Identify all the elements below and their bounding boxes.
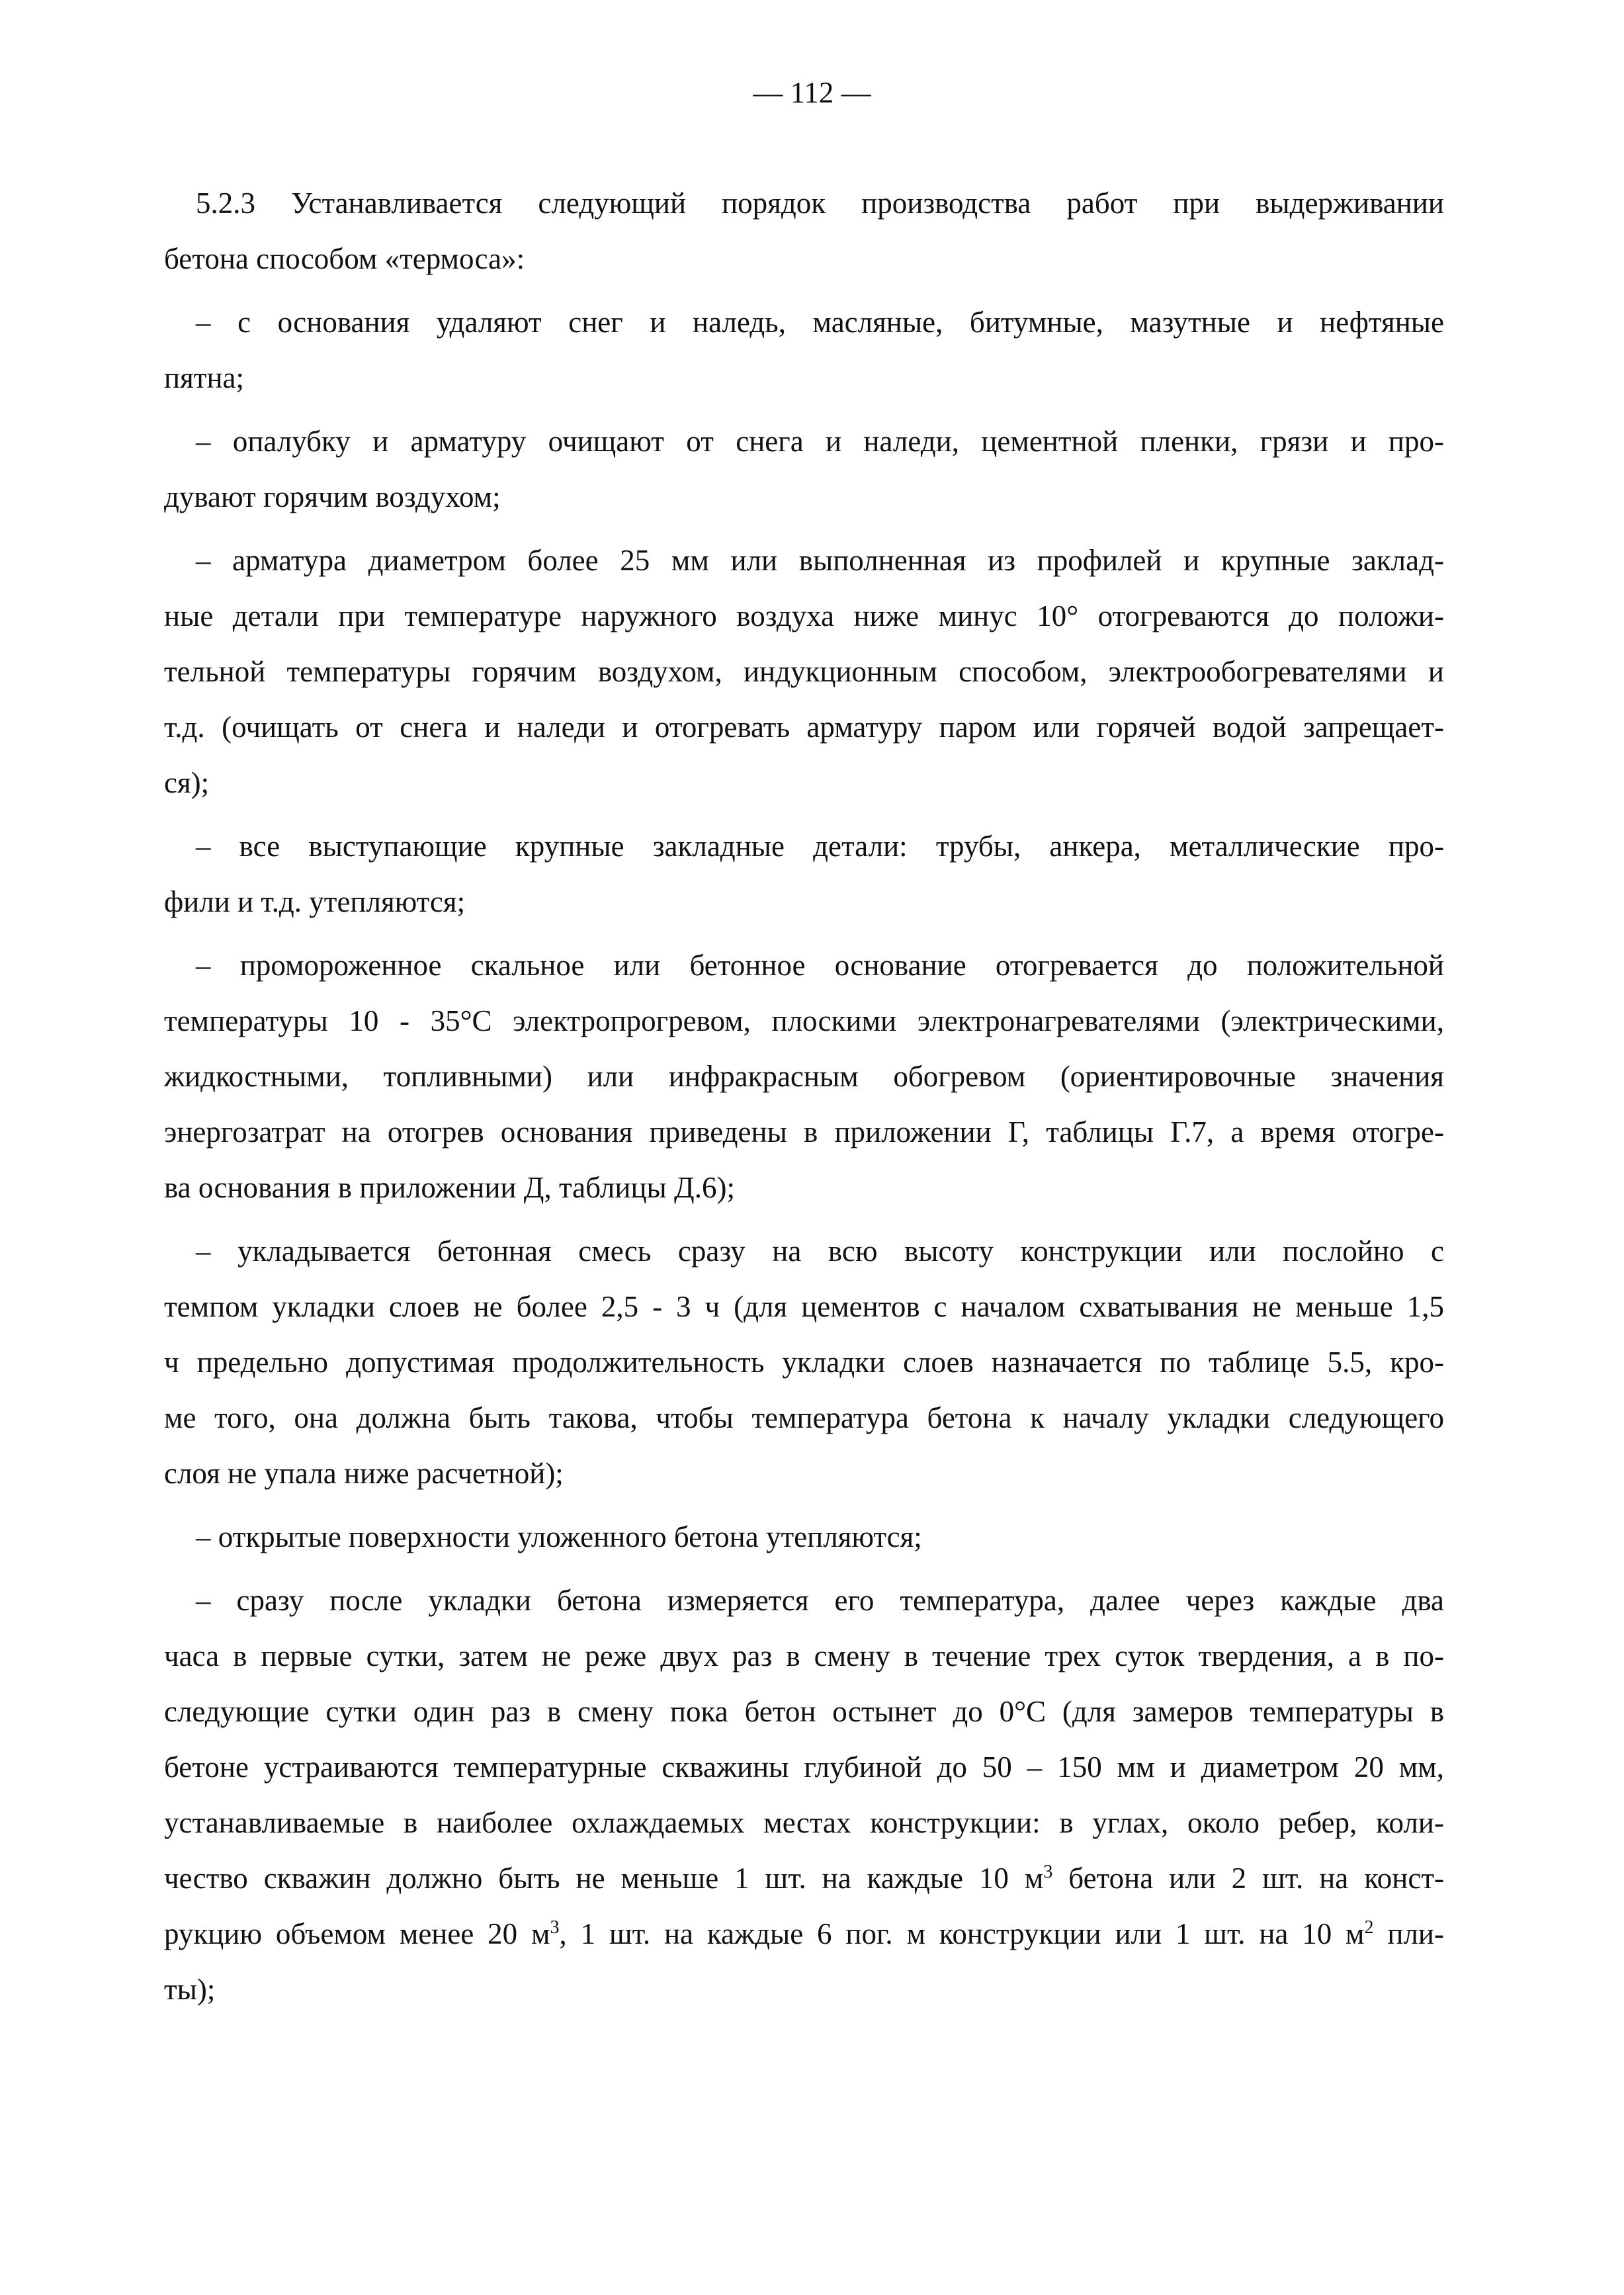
list-item <box>164 1223 1444 1501</box>
text-line: часа в первые сутки, затем не реже двух раз в смену в течение трех суток твердения, а в по- <box>164 1639 1444 1672</box>
list-item <box>164 1509 1444 1565</box>
text-line: ся); <box>164 766 210 799</box>
text-line: тельной температуры горячим воздухом, индукционным способом, электрообогревателями и <box>164 655 1444 688</box>
text-line: ме того, она должна быть такова, чтобы температура бетона к началу укладки следующего <box>164 1401 1444 1434</box>
text-line: темпом укладки слоев не более 2,5 - 3 ч (для цементов с началом схватывания не меньше 1,5 <box>164 1290 1444 1323</box>
list-item <box>164 818 1444 930</box>
text-fragment: рукцию объемом менее 20 м <box>164 1917 550 1950</box>
text-line: следующие сутки один раз в смену пока бетон остынет до 0°С (для замеров температуры в <box>164 1695 1444 1728</box>
text-line: – открытые поверхности уложенного бетона утепляются; <box>196 1520 922 1553</box>
text-line: дувают горячим воздухом; <box>164 480 501 513</box>
text-line: жидкостными, топливными) или инфракрасным обогревом (ориентировочные значения <box>164 1060 1444 1093</box>
text-line: бетона способом «термоса»: <box>164 242 525 275</box>
text-fragment: пли- <box>1373 1917 1444 1950</box>
text-line: ты); <box>164 1973 216 2006</box>
text-fragment: бетона или 2 шт. на конст- <box>1052 1862 1444 1895</box>
text-line: бетоне устраиваются температурные скважины глубиной до 50 – 150 мм и диаметром 20 мм, <box>164 1751 1444 1784</box>
text-line: ва основания в приложении Д, таблицы Д.6); <box>164 1171 735 1204</box>
document-body <box>164 175 1444 2017</box>
text-fragment: чество скважин должно быть не меньше 1 шт. на каждые 10 м <box>164 1862 1044 1895</box>
text-line: температуры 10 - 35°С электропрогревом, плоскими электронагревателями (электрическими, <box>164 1004 1444 1037</box>
text-line: фили и т.д. утепляются; <box>164 885 466 918</box>
list-item <box>164 937 1444 1215</box>
text-line: ч предельно допустимая продолжительность укладки слоев назначается по таблице 5.5, кро- <box>164 1346 1444 1379</box>
text-line: – укладывается бетонная смесь сразу на всю высоту конструкции или послойно с <box>196 1234 1444 1268</box>
paragraph <box>164 175 1444 286</box>
list-item <box>164 294 1444 406</box>
list-item <box>164 413 1444 525</box>
list-item <box>164 1573 1444 2017</box>
text-line: пятна; <box>164 361 245 394</box>
text-line: слоя не упала ниже расчетной); <box>164 1457 564 1490</box>
text-line: – арматура диаметром более 25 мм или выполненная из профилей и крупные заклад- <box>196 544 1444 577</box>
text-line: – сразу после укладки бетона измеряется его температура, далее через каждые два <box>196 1584 1444 1617</box>
text-line: энергозатрат на отогрев основания приведены в приложении Г, таблицы Г.7, а время отогре- <box>164 1115 1444 1148</box>
text-line <box>164 1906 1444 1962</box>
superscript: 3 <box>1043 1862 1053 1882</box>
text-line: ные детали при температуре наружного воздуха ниже минус 10° отогреваются до положи- <box>164 599 1444 632</box>
text-line <box>164 1850 1444 1906</box>
list-item <box>164 533 1444 810</box>
text-line: – все выступающие крупные закладные детали: трубы, анкера, металлические про- <box>196 830 1444 863</box>
superscript: 2 <box>1364 1917 1374 1938</box>
page-number: — 112 — <box>753 76 871 109</box>
text-line: – с основания удаляют снег и наледь, масляные, битумные, мазутные и нефтяные <box>196 306 1444 339</box>
text-line: – опалубку и арматуру очищают от снега и наледи, цементной пленки, грязи и про- <box>196 425 1444 458</box>
text-line: т.д. (очищать от снега и наледи и отогревать арматуру паром или горячей водой запрещает- <box>164 711 1444 744</box>
text-line: устанавливаемые в наиболее охлаждаемых местах конструкции: в углах, около ребер, коли- <box>164 1806 1444 1839</box>
text-line: 5.2.3 Устанавливается следующий порядок производства работ при выдерживании <box>196 187 1444 220</box>
text-line: – промороженное скальное или бетонное основание отогревается до положительной <box>196 949 1444 982</box>
superscript: 3 <box>550 1917 560 1938</box>
text-fragment: , 1 шт. на каждые 6 пог. м конструкции или 1 шт. на 10 м <box>559 1917 1365 1950</box>
